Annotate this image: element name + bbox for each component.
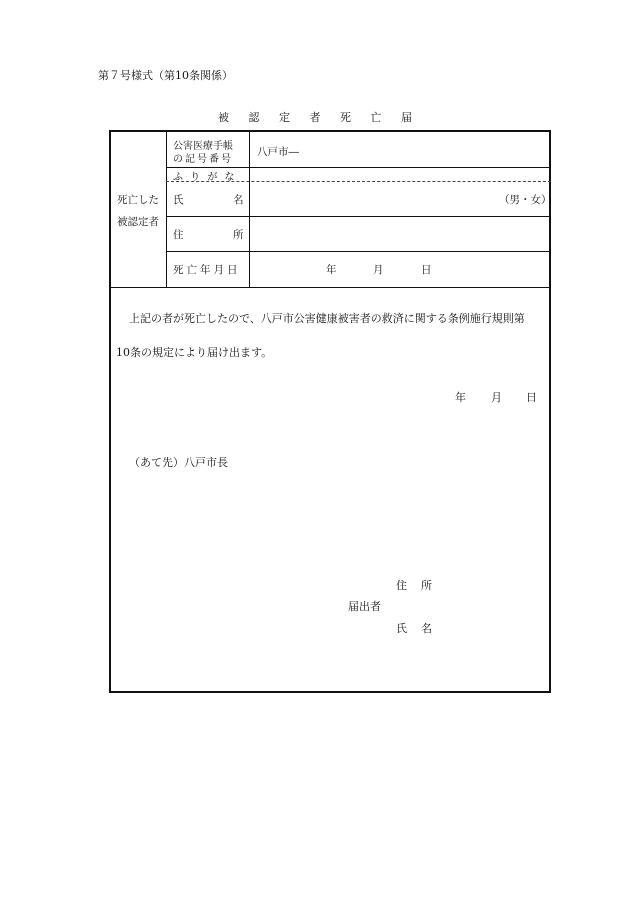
filing-date-day: 日 xyxy=(526,391,537,404)
filing-date-year: 年 xyxy=(455,391,466,404)
statement-line: 10条の規定により届け出ます。 xyxy=(116,346,273,359)
section-label: 被認定者 xyxy=(117,216,159,228)
form-frame xyxy=(109,130,551,693)
name-label-right: 名 xyxy=(233,194,244,206)
notifier-name-label-right: 名 xyxy=(421,622,432,635)
notifier-address-label-right: 所 xyxy=(421,579,432,592)
furigana-label: ふ り が な xyxy=(173,172,237,183)
notifier-name-label-left: 氏 xyxy=(396,622,407,635)
name-label-left: 氏 xyxy=(173,194,184,206)
address-label-right: 所 xyxy=(233,229,244,241)
table-bottom-line xyxy=(111,287,551,288)
form-title xyxy=(0,109,630,125)
death-date-day: 日 xyxy=(421,264,432,276)
notifier-address-label-left: 住 xyxy=(396,579,407,592)
death-date-month: 月 xyxy=(373,264,384,276)
death-date-year: 年 xyxy=(326,264,337,276)
row-divider xyxy=(166,216,551,217)
title-char: 定 xyxy=(279,111,290,124)
table-divider xyxy=(249,132,250,287)
death-date-label: 死亡年月日 xyxy=(173,264,241,276)
title-char: 亡 xyxy=(370,111,382,124)
title-char: 届 xyxy=(401,111,412,124)
title-char: 死 xyxy=(340,111,351,124)
title-char: 被 xyxy=(218,111,229,124)
title-char: 者 xyxy=(309,111,321,124)
notebook-label: の記号番号 xyxy=(173,154,233,165)
gender-option: （男・女） xyxy=(499,194,552,206)
row-divider xyxy=(166,251,551,252)
title-char: 認 xyxy=(248,111,260,124)
notebook-number-value: 八戸市― xyxy=(257,146,299,158)
table-divider xyxy=(166,132,167,287)
filing-date-month: 月 xyxy=(491,391,502,404)
notifier-label: 届出者 xyxy=(348,600,381,613)
form-number: 第７号様式（第10条関係） xyxy=(98,69,233,82)
statement-line: 上記の者が死亡したので、八戸市公害健康被害者の救済に関する条例施行規則第 xyxy=(129,312,525,325)
address-label-left: 住 xyxy=(173,229,184,241)
notebook-label: 公害医療手帳 xyxy=(173,141,233,152)
section-label: 死亡した xyxy=(117,194,159,206)
addressee: （あて先）八戸市長 xyxy=(129,456,228,469)
